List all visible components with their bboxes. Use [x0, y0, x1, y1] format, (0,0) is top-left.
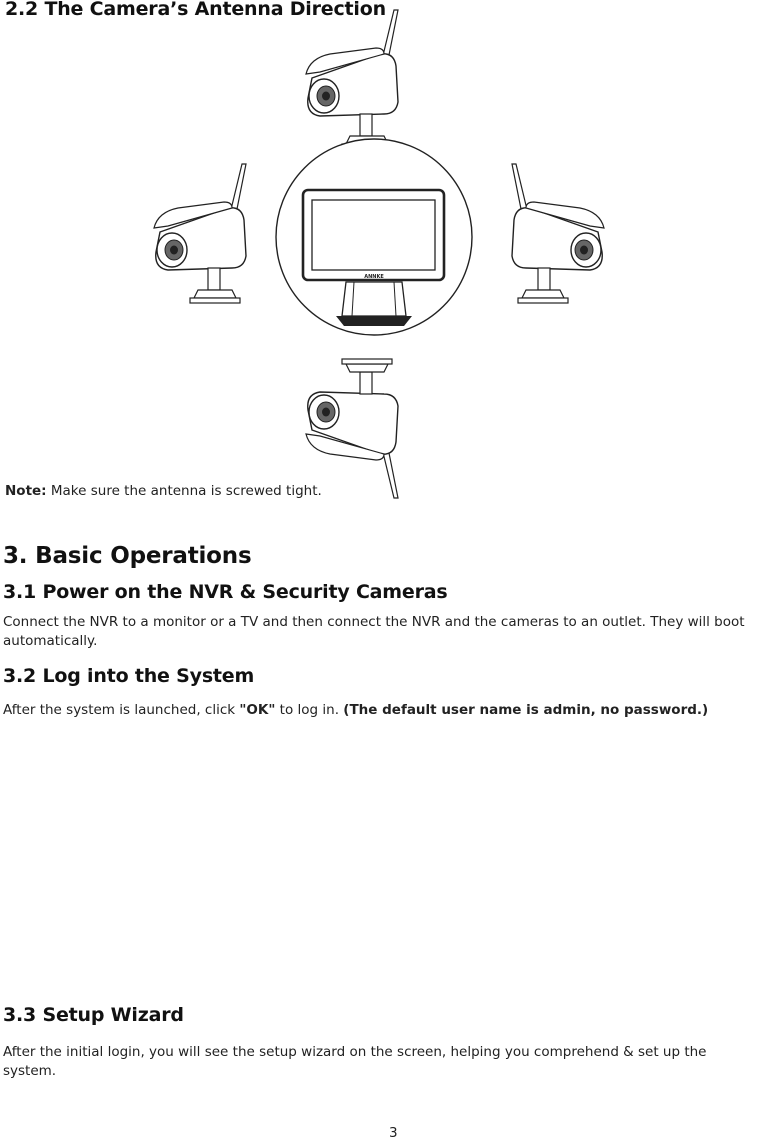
body-mid: to log in. [275, 702, 344, 718]
note-label: Note: [5, 483, 47, 499]
section-3-2-heading: 3.2 Log into the System [3, 665, 255, 687]
page-number: 3 [389, 1125, 398, 1141]
note [5, 482, 322, 501]
note-text: Make sure the antenna is screwed tight. [46, 483, 322, 499]
camera-right [512, 164, 604, 303]
section-3-3-body: After the initial login, you will see the setup wizard on the screen, helping you comprehend & set up the system. [3, 1044, 707, 1079]
default-credentials-note: (The default user name is admin, no password.) [343, 702, 709, 718]
ok-button-ref: "OK" [239, 702, 276, 718]
body-pre: After the system is launched, click [3, 702, 240, 718]
monitor-brand-logo: ANNKE [364, 274, 384, 280]
section-3-heading: 3. Basic Operations [3, 543, 252, 569]
camera-left [154, 164, 246, 303]
section-3-3-heading: 3.3 Setup Wizard [3, 1004, 184, 1026]
antenna-direction-diagram [0, 0, 774, 500]
camera-bottom [306, 359, 398, 498]
camera-top [306, 10, 398, 149]
section-3-1-body: Connect the NVR to a monitor or a TV and then connect the NVR and the cameras to an outlet. They will boot automatically. [3, 614, 745, 649]
section-2-2-heading: 2.2 The Camera’s Antenna Direction [5, 0, 386, 20]
section-3-1-heading: 3.1 Power on the NVR & Security Cameras [3, 581, 448, 603]
section-3-2-body [3, 701, 773, 720]
